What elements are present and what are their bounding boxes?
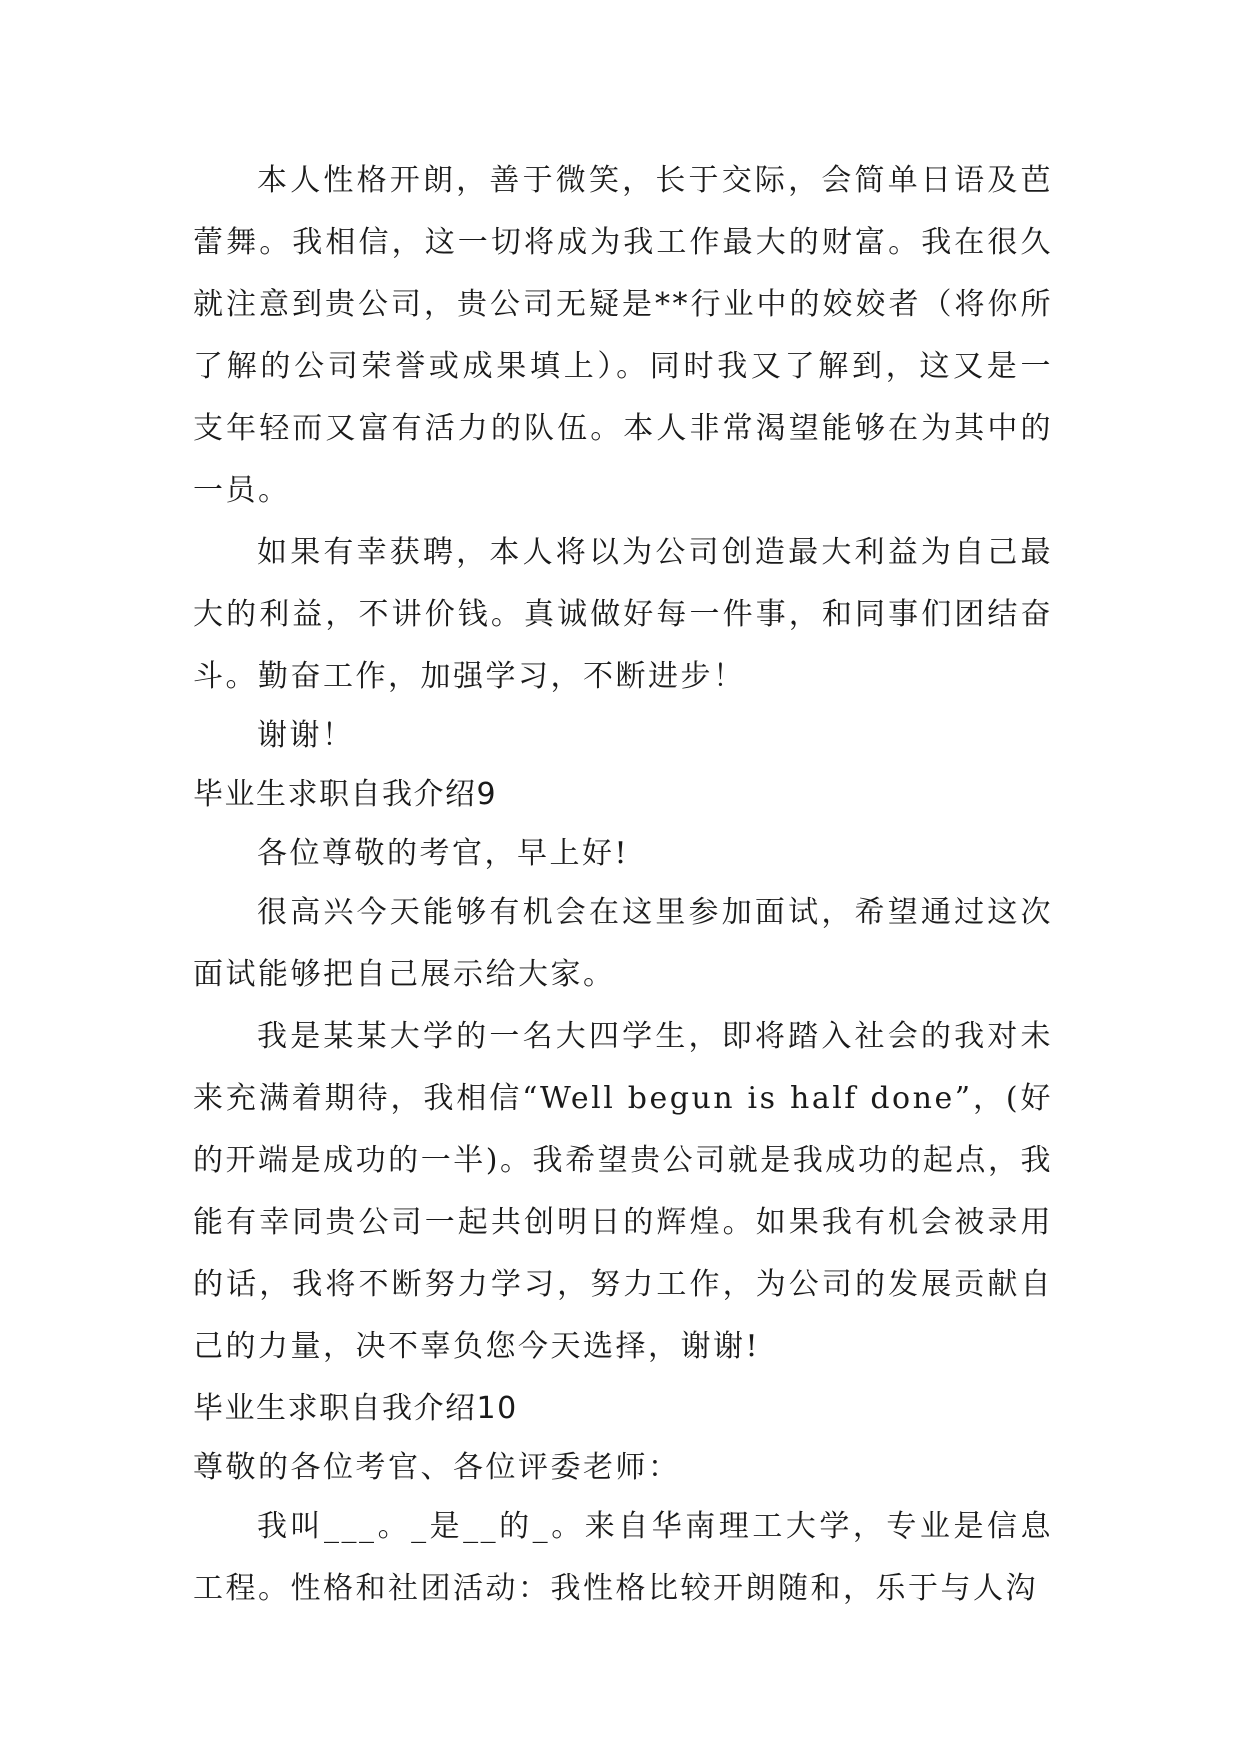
document-page [193,150,1053,1620]
paragraph-interview-intro: 很高兴今天能够有机会在这里参加面试，希望通过这次面试能够把自己展示给大家。 [193,895,1053,992]
salutation: 尊敬的各位考官、各位评委老师： [193,1450,681,1485]
paragraph-thanks: 谢谢！ [257,718,355,753]
paragraph-personality: 本人性格开朗，善于微笑，长于交际，会简单日语及芭蕾舞。我相信，这一切将成为我工作最大的财富。我在很久就注意到贵公司，贵公司无疑是**行业中的姣姣者（将你所了解的公司荣誉或成果填上）。同时我又了解到，这又是一支年轻而又富有活力的队伍。本人非常渴望能够在为其中的一员。 [193,163,1053,508]
paragraph-greeting: 各位尊敬的考官，早上好! [257,836,630,871]
section-heading-10: 毕业生求职自我介绍10 [193,1391,518,1426]
section-heading-9: 毕业生求职自我介绍9 [193,777,498,812]
paragraph-commitment: 如果有幸获聘，本人将以为公司创造最大利益为自己最大的利益，不讲价钱。真诚做好每一件事，和同事们团结奋斗。勤奋工作，加强学习，不断进步！ [193,535,1053,694]
paragraph-student-intro: 我是某某大学的一名大四学生，即将踏入社会的我对未来充满着期待，我相信“Well begun is half done”，(好的开端是成功的一半)。我希望贵公司就是我成功的起点，我能有幸同贵公司一起共创明日的辉煌。如果我有机会被录用的话，我将不断努力学习，努力工作，为公司的发展贡献自己的力量，决不辜负您今天选择，谢谢! [193,1019,1053,1364]
paragraph-self-intro: 我叫___。_是__的_。来自华南理工大学，专业是信息工程。性格和社团活动：我性格比较开朗随和，乐于与人沟 [193,1509,1053,1606]
